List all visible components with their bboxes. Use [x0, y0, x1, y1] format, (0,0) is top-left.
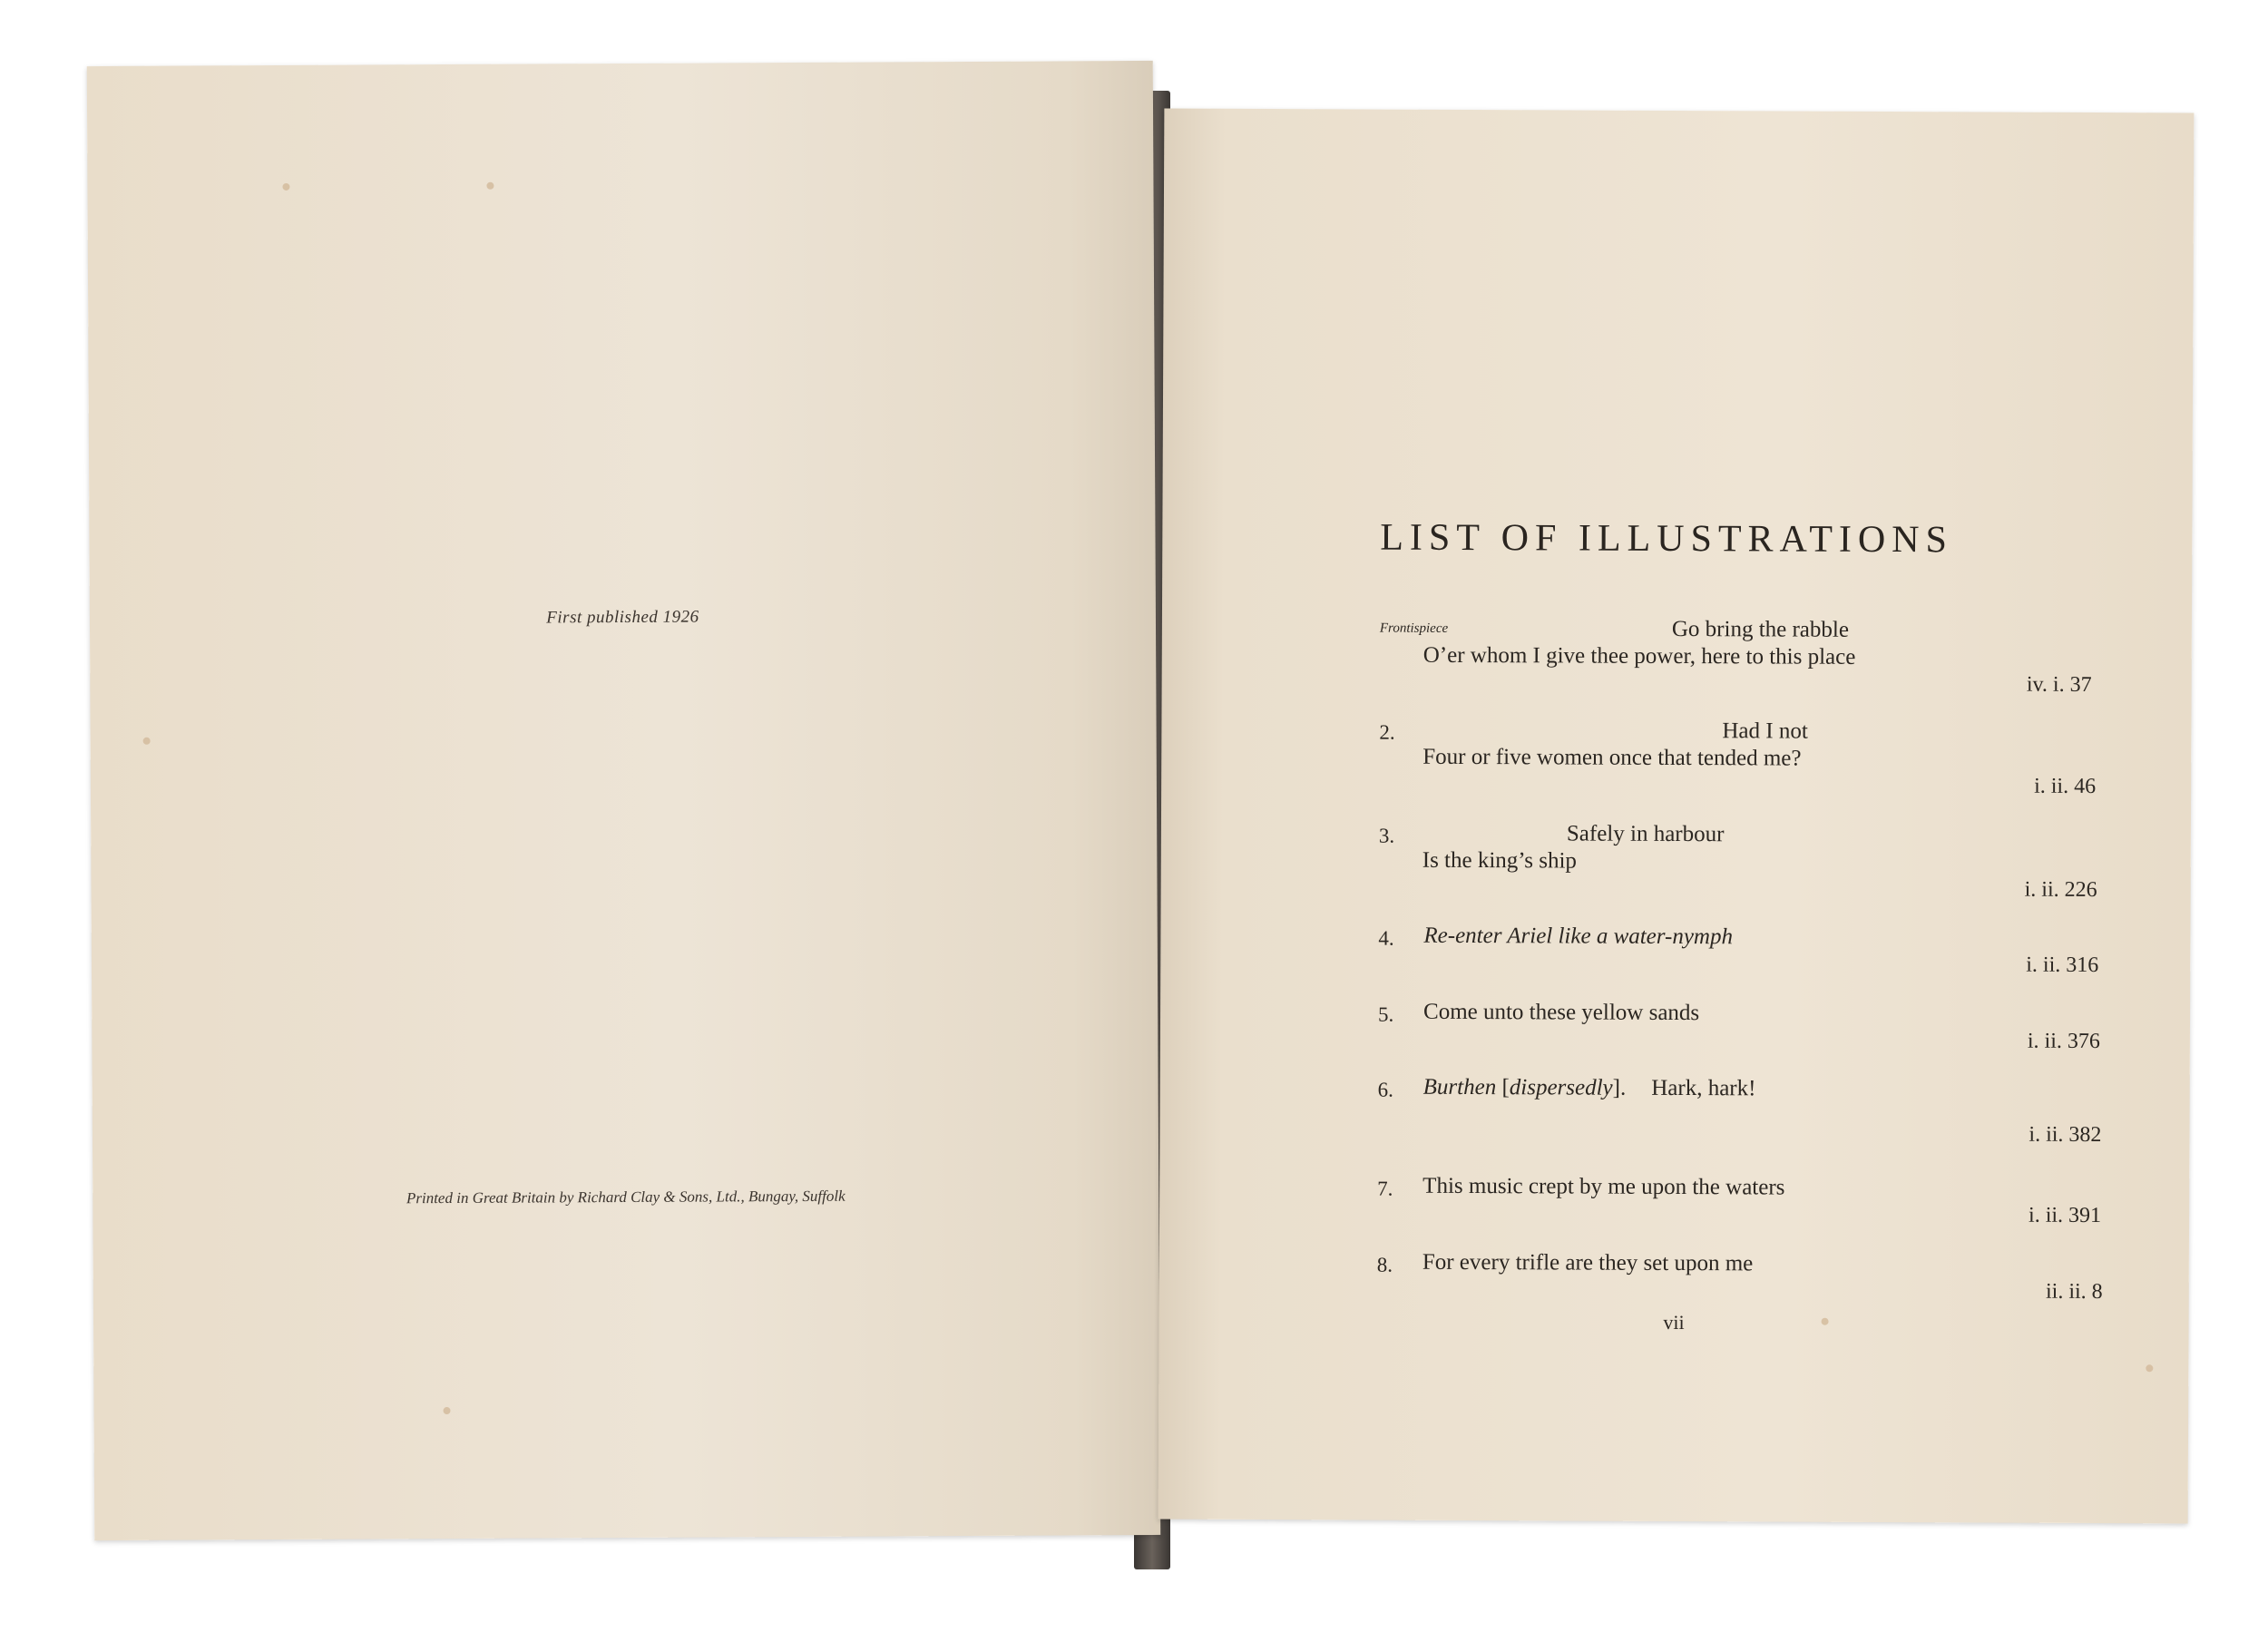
entry-reference: ii. ii. 8	[2045, 1279, 2103, 1305]
list-item	[1378, 924, 2104, 999]
entry-line: Re-enter Ariel like a water-nymph	[1423, 923, 1734, 950]
entry-line-italic: Burthen	[1422, 1074, 1497, 1100]
entry-line: For every trifle are they set upon me	[1422, 1249, 1754, 1276]
list-item	[1377, 1174, 2103, 1249]
entry-number: 2.	[1379, 720, 1395, 744]
list-item	[1377, 1075, 2103, 1168]
page-title: LIST OF ILLUSTRATIONS	[1380, 516, 1954, 562]
entry-reference: i. ii. 391	[2028, 1203, 2102, 1228]
entry-line: Go bring the rabble	[1671, 616, 1850, 642]
right-page	[1158, 109, 2195, 1524]
entry-line: Safely in harbour	[1566, 821, 1725, 847]
entry-number: 6.	[1377, 1078, 1393, 1101]
entry-line-text: Hark, hark!	[1651, 1075, 1756, 1101]
entry-reference: iv. i. 37	[2026, 672, 2092, 697]
first-published-note: First published 1926	[546, 607, 699, 628]
entry-reference: i. ii. 382	[2028, 1122, 2102, 1148]
foxing-spot	[143, 738, 151, 745]
entry-reference: i. ii. 226	[2024, 877, 2097, 903]
list-item	[1380, 616, 2106, 709]
entry-line-bracket: ].	[1612, 1075, 1627, 1100]
foxing-spot	[282, 183, 289, 191]
left-page	[87, 61, 1160, 1540]
entry-line-bracket: [	[1496, 1075, 1510, 1100]
foxing-spot	[2146, 1364, 2153, 1372]
open-book	[91, 91, 2204, 1569]
entry-line: Four or five women once that tended me?	[1422, 744, 1802, 771]
frontispiece-label: Frontispiece	[1379, 621, 1449, 636]
entry-number: 3.	[1378, 824, 1395, 847]
entry-line: Is the king’s ship	[1422, 847, 1577, 874]
entry-line: O’er whom I give thee power, here to this place	[1422, 642, 1856, 670]
entry-line: Come unto these yellow sands	[1422, 999, 1700, 1026]
entry-line	[1423, 1075, 1756, 1102]
foxing-spot	[443, 1407, 450, 1414]
entry-line: Had I not	[1722, 718, 1808, 744]
page-number: vii	[1663, 1310, 1685, 1334]
entry-reference: i. ii. 316	[2026, 953, 2099, 978]
foxing-spot	[486, 182, 494, 190]
entry-reference: i. ii. 376	[2027, 1029, 2100, 1054]
entry-number: 4.	[1378, 926, 1394, 950]
entry-line-italic: dispersedly	[1509, 1075, 1613, 1100]
entry-number: 5.	[1377, 1002, 1394, 1026]
entry-line: This music crept by me upon the waters	[1422, 1173, 1785, 1200]
entry-number: 7.	[1377, 1177, 1393, 1200]
entry-reference: i. ii. 46	[2034, 774, 2097, 799]
list-item	[1378, 1000, 2104, 1075]
printer-imprint: Printed in Great Britain by Richard Clay & Sons, Ltd., Bungay, Suffolk	[406, 1187, 846, 1207]
entry-number: 8.	[1376, 1253, 1393, 1276]
list-item	[1379, 718, 2105, 811]
list-item	[1379, 821, 2105, 914]
